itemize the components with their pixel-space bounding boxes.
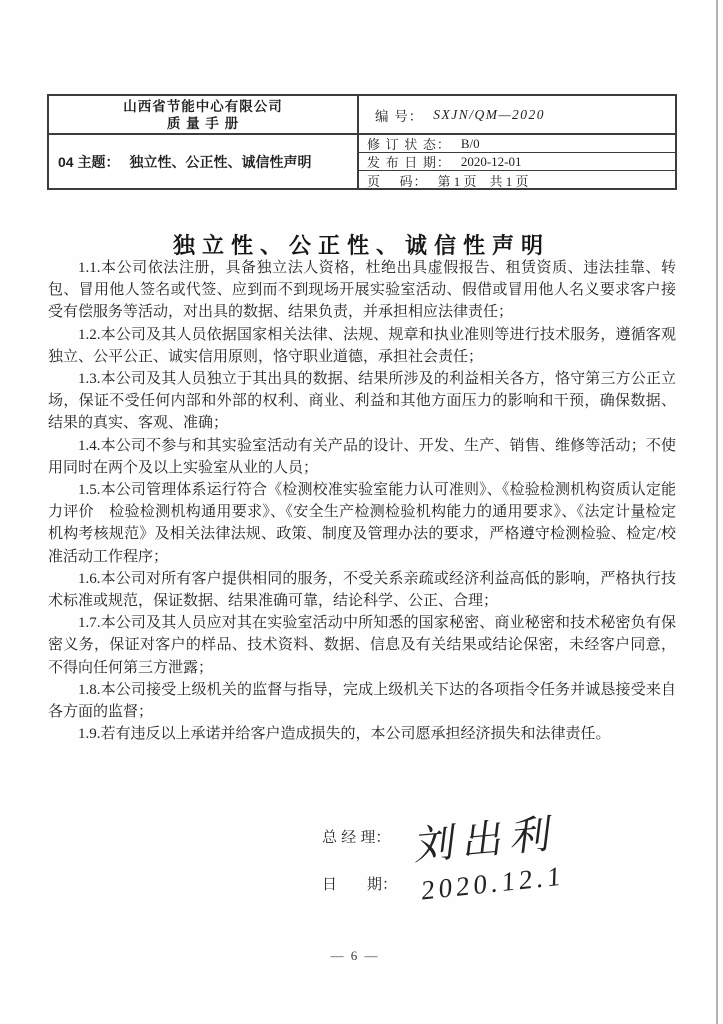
declaration-body	[48, 257, 676, 745]
body-paragraph: 1.8.本公司接受上级机关的监督与指导，完成上级机关下达的各项指令任务并诚恳接受来自各方面的监督；	[48, 681, 676, 721]
document-title: 独立性、公正性、诚信性声明	[172, 233, 550, 258]
issue-date-cell	[359, 153, 675, 171]
company-title-cell	[49, 96, 359, 135]
doc-number-value: SXJN/QM—2020	[433, 106, 546, 122]
body-paragraph: 1.9.若有违反以上承诺并给客户造成损失的，本公司愿承担经济损失和法律责任。	[78, 726, 611, 743]
manager-signature-row	[322, 809, 563, 869]
doc-number-cell	[359, 96, 675, 135]
page-code-cell	[359, 171, 675, 189]
revision-status-value: B/0	[460, 135, 480, 151]
date-label: 日 期：	[322, 875, 398, 893]
body-paragraph: 1.1.本公司依法注册，具备独立法人资格，杜绝出具虚假报告、租赁资质、违法挂靠、转包、冒用他人签名或代签、应到而不到现场开展实验室活动、假借或冒用他人名义要求客户接受有偿服务等活动，对出具的数据、结果负责，并承担相应法律责任；	[48, 260, 676, 321]
company-name: 山西省节能中心有限公司	[123, 98, 283, 114]
body-paragraph: 1.6.本公司对所有客户提供相同的服务，不受关系亲疏或经济利益高低的影响，严格执行技术标准或规范，保证数据、结果准确可靠，结论科学、公正、合理；	[48, 570, 676, 610]
header-table	[47, 94, 677, 190]
doc-number-label: 编 号：	[375, 108, 424, 124]
body-paragraph: 1.7.本公司及其人员应对其在实验室活动中所知悉的国家秘密、商业秘密和技术秘密负有保密义务，保证对客户的样品、技术资料、数据、信息及有关结果或结论保密，未经客户同意，不得向任何第三方泄露；	[48, 615, 676, 676]
issue-date-value: 2020-12-01	[460, 153, 522, 169]
body-paragraph: 1.4.本公司不参与和其实验室活动有关产品的设计、开发、生产、销售、维修等活动；不使用同时在两个及以上实验室从业的人员；	[48, 437, 676, 476]
body-paragraph: 1.2.本公司及其人员依据国家相关法律、法规、规章和执业准则等进行技术服务，遵循客观独立、公平公正、诚实信用原则，恪守职业道德，承担社会责任；	[48, 326, 676, 365]
revision-status-cell	[359, 135, 675, 153]
body-paragraph: 1.5.本公司管理体系运行符合《检测校准实验室能力认可准则》、《检验检测机构资质认定能力评价 检验检测机构通用要求》、《安全生产检测检验机构能力的通用要求》、《法定计量检定机构考核规范》及相关法律法规、政策、制度及管理办法的要求，严格遵守检测检验、检定/校准活动工作程序；	[48, 482, 676, 565]
scan-edge-line	[716, 0, 718, 1024]
page-code-value: 第 1 页 共 1 页	[437, 173, 529, 189]
subject-label: 04 主题：	[58, 154, 120, 170]
issue-date-label: 发 布 日 期：	[367, 155, 451, 170]
body-paragraph: 1.3.本公司及其人员独立于其出具的数据、结果所涉及的利益相关各方，恪守第三方公正立场，保证不受任何内部和外部的权利、商业、利益和其他方面压力的影响和干预，确保数据、结果的真实、客观、准确；	[48, 371, 676, 432]
footer-page-number: — 6 —	[330, 948, 380, 963]
manual-name: 质 量 手 册	[166, 115, 240, 131]
revision-status-label: 修 订 状 态：	[367, 137, 451, 152]
signature-date-row	[322, 859, 566, 906]
handwritten-date: 2020.12.1	[420, 859, 566, 906]
manager-label: 总 经 理：	[322, 828, 391, 846]
subject-cell	[49, 135, 359, 189]
subject-value: 独立性、公正性、诚信性声明	[129, 154, 312, 170]
page-code-label: 页 码：	[367, 173, 428, 189]
manager-handwritten-signature: 刘出利	[413, 809, 563, 869]
